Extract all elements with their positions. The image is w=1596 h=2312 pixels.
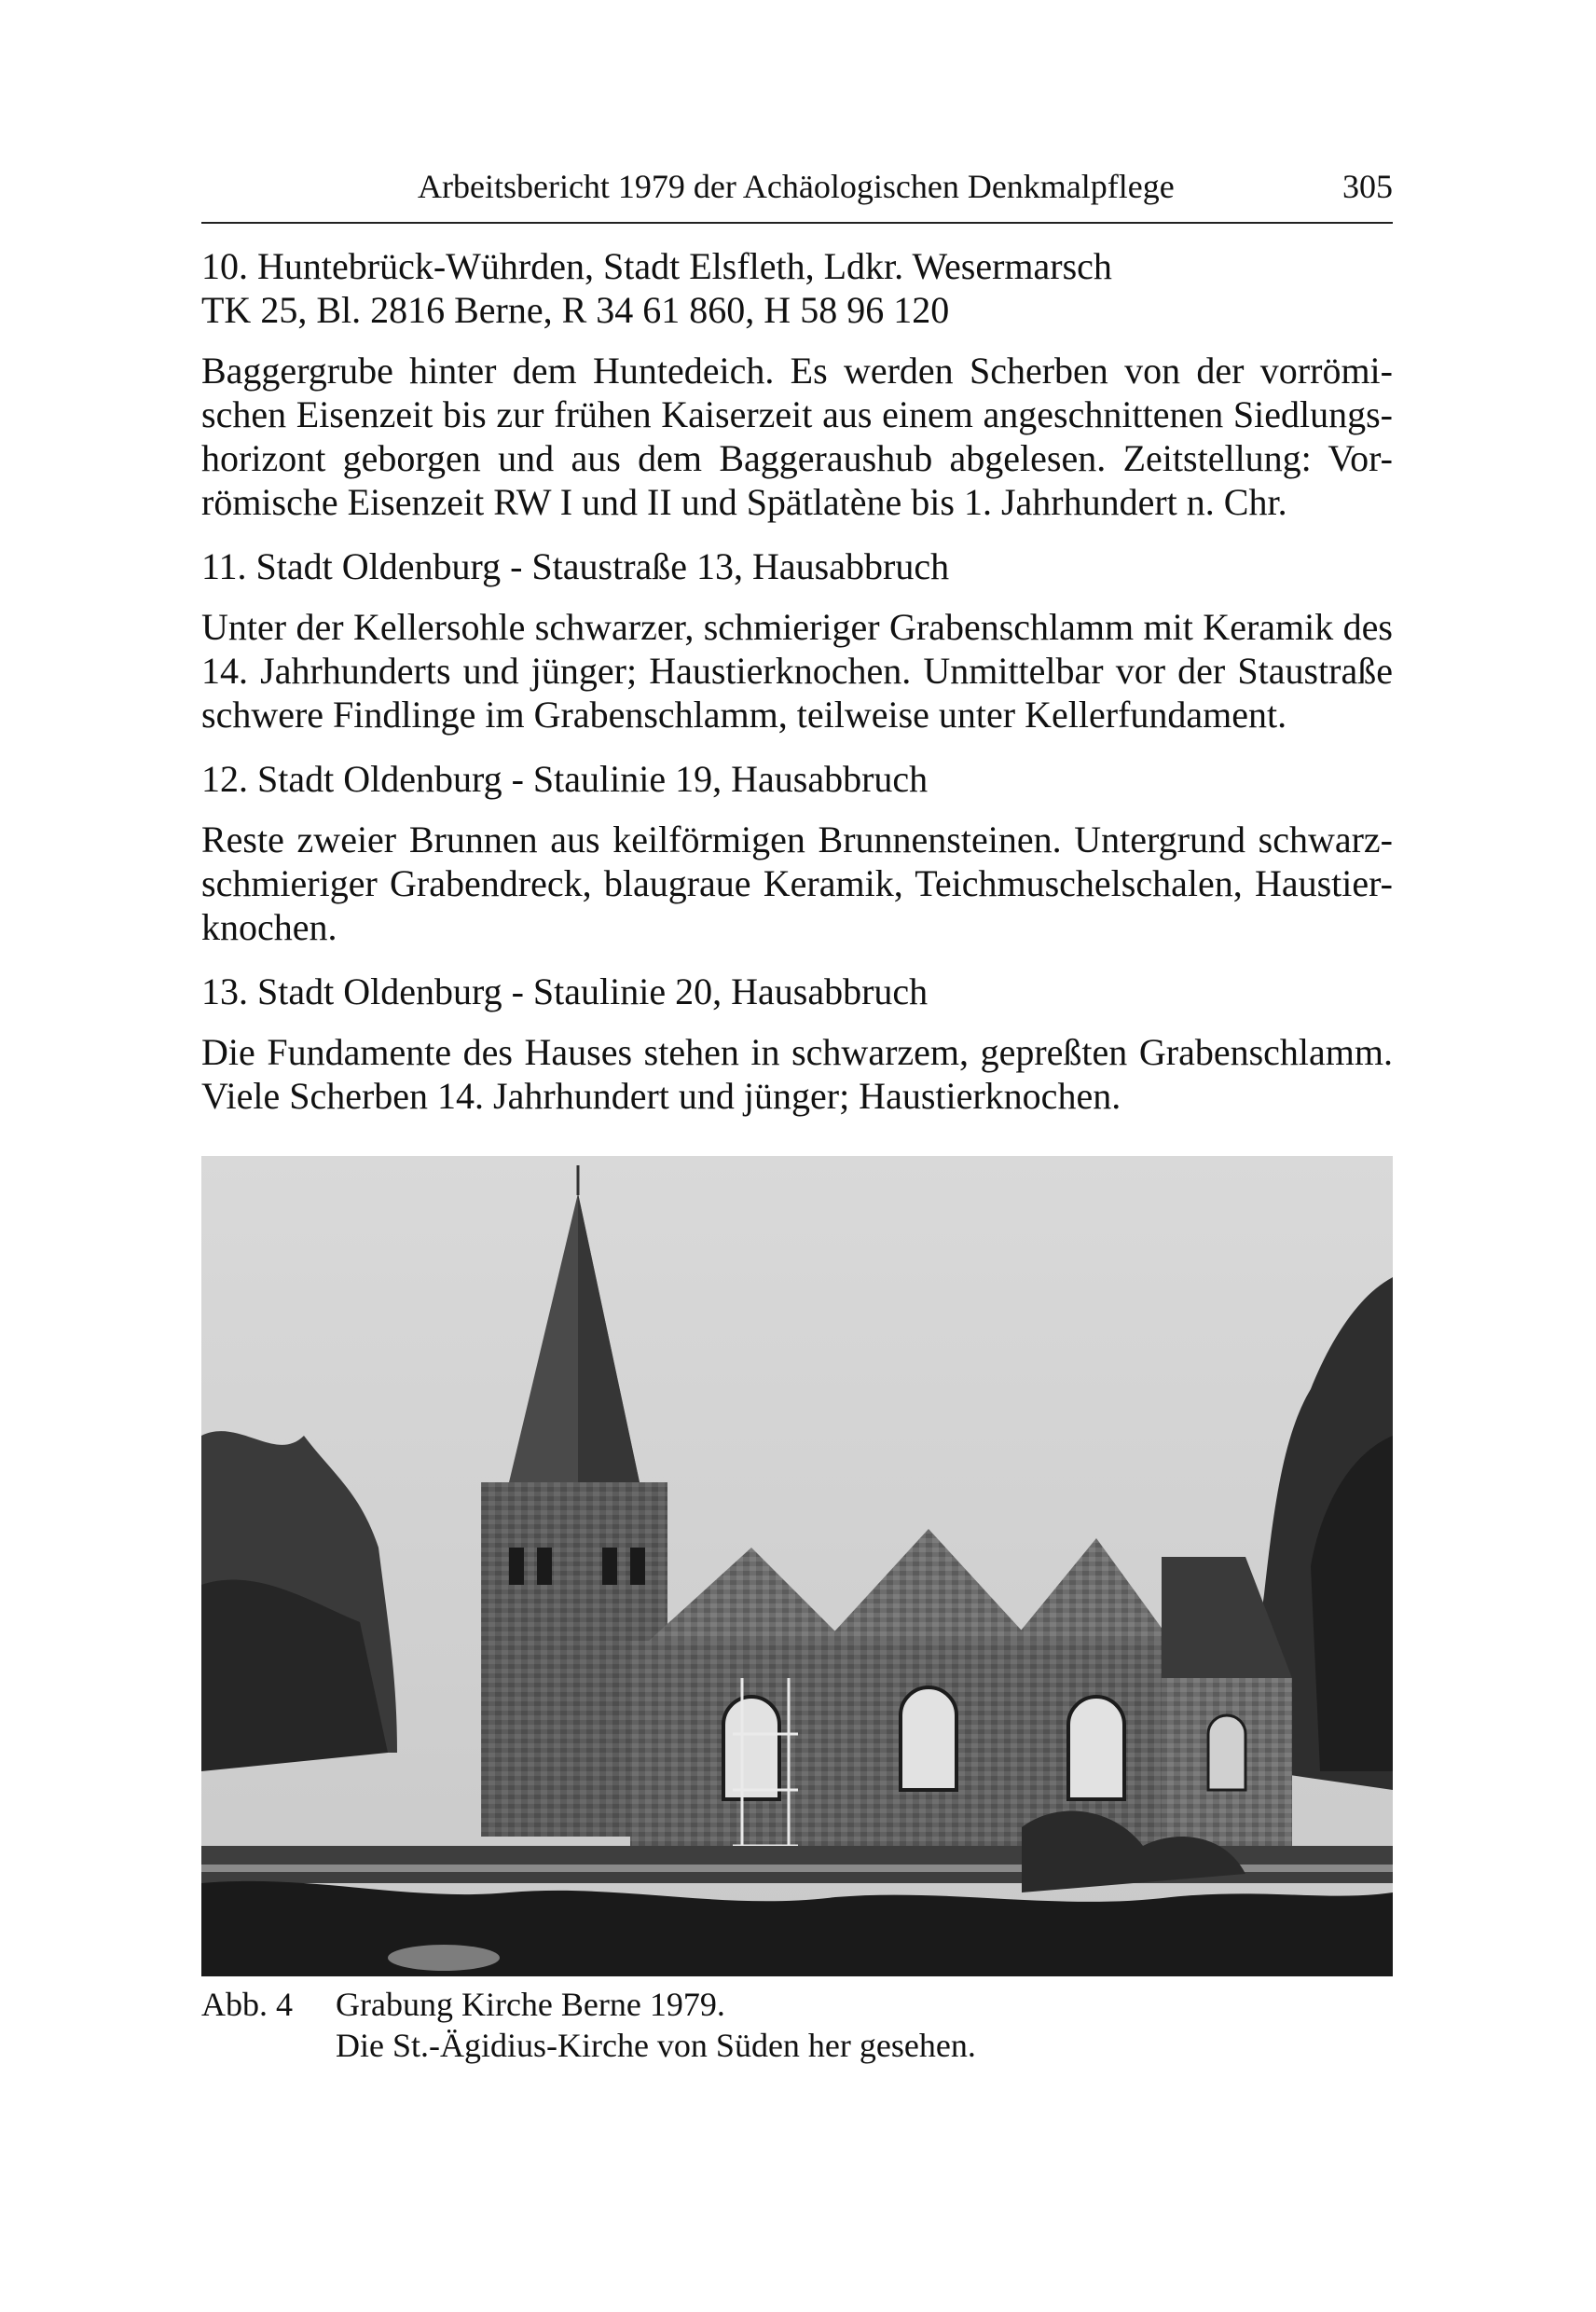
caption-line: Die St.-Ägidius-Kirche von Süden her gesehen. <box>336 2027 976 2064</box>
entry-12 <box>201 757 1393 949</box>
text-line: schen Eisenzeit bis zur frühen Kaiserzeit aus einem angeschnittenen Siedlungs- <box>201 393 1393 435</box>
text-line: Baggergrube hinter dem Huntedeich. Es werden Scherben von der vorrömi- <box>201 350 1393 392</box>
entry-paragraph <box>201 818 1393 949</box>
heading-line: 13. Stadt Oldenburg - Staulinie 20, Hausabbruch <box>201 970 929 1012</box>
text-line: Viele Scherben 14. Jahrhundert und jünger; Haustierknochen. <box>201 1075 1121 1117</box>
report-body <box>201 244 1393 1118</box>
running-title: Arbeitsbericht 1979 der Achäologischen Denkmalpflege <box>418 168 1175 205</box>
entry-heading <box>201 544 1393 588</box>
entry-10 <box>201 244 1393 524</box>
entry-paragraph <box>201 605 1393 736</box>
church-photograph <box>201 1156 1393 1976</box>
page-number: 305 <box>1342 168 1393 205</box>
entry-heading <box>201 970 1393 1013</box>
header-rule <box>201 222 1393 224</box>
text-line: schmieriger Grabendreck, blaugraue Keramik, Teichmuschelschalen, Haustier- <box>201 862 1393 904</box>
text-line: 14. Jahrhunderts und jünger; Haustierknochen. Unmittelbar vor der Staustraße <box>201 650 1393 692</box>
heading-line: 10. Huntebrück-Wührden, Stadt Elsfleth, Ldkr. Wesermarsch <box>201 245 1112 287</box>
text-line: Die Fundamente des Hauses stehen in schwarzem, gepreßten Grabenschlamm. <box>201 1031 1393 1073</box>
entry-paragraph <box>201 1030 1393 1118</box>
text-line: schwere Findlinge im Grabenschlamm, teilweise unter Kellerfundament. <box>201 694 1287 736</box>
entry-heading <box>201 244 1393 332</box>
heading-line: 12. Stadt Oldenburg - Staulinie 19, Hausabbruch <box>201 758 929 800</box>
text-line: horizont geborgen und aus dem Baggeraushub abgelesen. Zeitstellung: Vor- <box>201 437 1393 479</box>
text-line: römische Eisenzeit RW I und II und Spätlatène bis 1. Jahrhundert n. Chr. <box>201 481 1287 523</box>
heading-line: 11. Stadt Oldenburg - Staustraße 13, Hausabbruch <box>201 545 950 587</box>
entry-11 <box>201 544 1393 736</box>
figure-label: Abb. 4 <box>201 1986 293 2023</box>
heading-line: TK 25, Bl. 2816 Berne, R 34 61 860, H 58 96 120 <box>201 289 950 331</box>
entry-13 <box>201 970 1393 1118</box>
caption-line: Grabung Kirche Berne 1979. <box>336 1986 725 2023</box>
text-line: Reste zweier Brunnen aus keilförmigen Brunnensteinen. Untergrund schwarz- <box>201 819 1393 860</box>
church-photo-drawing <box>201 1156 1393 1976</box>
caption-text <box>336 1984 976 2066</box>
entry-paragraph <box>201 349 1393 524</box>
entry-heading <box>201 757 1393 801</box>
text-line: knochen. <box>201 906 337 948</box>
text-line: Unter der Kellersohle schwarzer, schmieriger Grabenschlamm mit Keramik des <box>201 606 1393 648</box>
